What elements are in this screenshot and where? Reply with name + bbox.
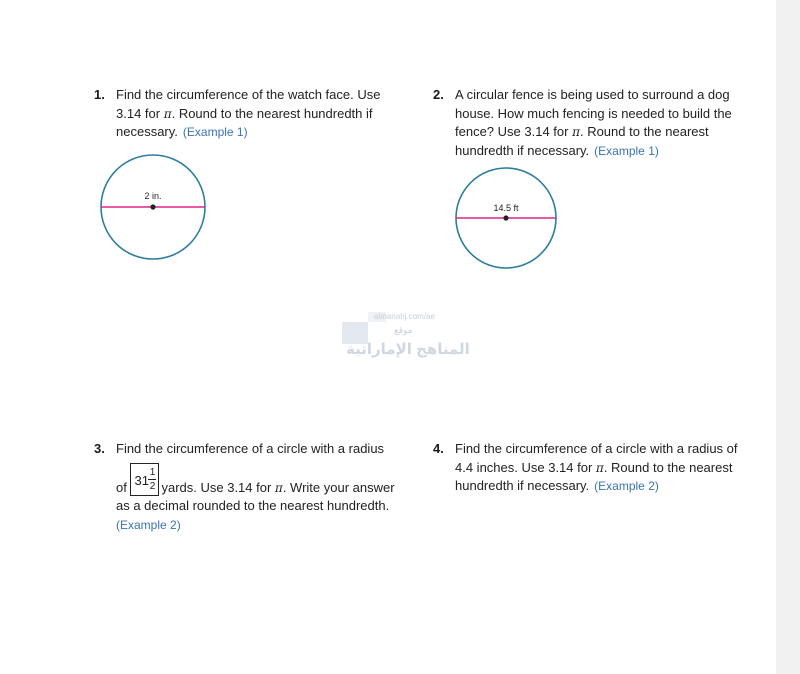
problem-line: A circular fence is being used to surround a dog: [455, 87, 730, 102]
fraction-bar: [148, 479, 156, 480]
problem-line: [116, 516, 395, 535]
mixed-number-whole: 31: [134, 472, 149, 488]
pi-symbol: π: [595, 460, 604, 475]
fraction-denominator: 2: [149, 480, 156, 492]
watch-face-circle-figure: [98, 152, 208, 262]
text-fragment: hundredth if necessary.: [455, 478, 590, 493]
watermark-text-top: موقع: [394, 325, 413, 335]
page-margin-strip: [776, 0, 800, 674]
center-point: [503, 215, 508, 220]
problem-line: [455, 459, 738, 478]
problem-line: Find the circumference of a circle with a radius: [116, 441, 385, 456]
problem-text: [116, 440, 395, 534]
diameter-label: 14.5 ft: [493, 203, 519, 213]
text-fragment: hundredth if necessary.: [455, 142, 590, 158]
diameter-label: 2 in.: [144, 191, 162, 201]
watermark: [342, 312, 470, 372]
center-point: [150, 204, 155, 209]
example-link[interactable]: (Example 1): [594, 143, 659, 158]
problem-number: 4.: [433, 441, 444, 456]
text-fragment: of: [116, 479, 127, 495]
fraction: [148, 467, 156, 492]
problem-line: [116, 463, 395, 498]
example-link[interactable]: (Example 2): [594, 479, 659, 493]
problem-line: Find the circumference of the watch face. Use: [116, 87, 381, 102]
text-fragment: 3.14 for: [116, 105, 164, 121]
watermark-url: almanahj.com/ae: [374, 312, 435, 321]
problem-number: 2.: [433, 87, 444, 102]
fraction-numerator: 1: [149, 466, 156, 478]
example-link[interactable]: (Example 1): [182, 125, 248, 139]
text-fragment: fence? Use 3.14 for: [455, 124, 573, 139]
problem-line: [116, 105, 380, 124]
problem-text: [455, 86, 732, 160]
text-fragment: 4.4 inches. Use 3.14 for: [455, 459, 596, 475]
text-fragment: . Round to the nearest hundredth if: [171, 105, 373, 121]
problem-line: [455, 142, 732, 161]
fence-circle-figure: [453, 166, 559, 272]
problem-number: 1.: [94, 87, 105, 102]
problem-number: 3.: [94, 441, 105, 456]
text-fragment: . Round to the nearest: [579, 124, 709, 139]
text-fragment: necessary.: [116, 124, 178, 139]
problem-line: house. How much fencing is needed to build the: [455, 105, 732, 121]
problem-text: [116, 86, 380, 142]
mixed-number-box: [130, 463, 159, 496]
problem-line: as a decimal rounded to the nearest hundredth.: [116, 498, 390, 513]
pi-symbol: π: [572, 125, 580, 139]
problem-text: [455, 440, 738, 496]
text-fragment: . Write your answer: [282, 479, 395, 495]
text-fragment: yards. Use 3.14 for: [161, 479, 275, 495]
problem-line: [455, 477, 738, 496]
text-fragment: . Round to the nearest: [603, 459, 733, 475]
watermark-text-main: المناهج الإماراتية: [346, 341, 470, 358]
problem-line: [116, 123, 380, 142]
pi-symbol: π: [163, 106, 172, 121]
problem-line: [455, 123, 732, 142]
example-link[interactable]: (Example 2): [116, 517, 181, 532]
pi-symbol: π: [274, 480, 283, 495]
problem-line: Find the circumference of a circle with a radius of: [455, 441, 738, 456]
